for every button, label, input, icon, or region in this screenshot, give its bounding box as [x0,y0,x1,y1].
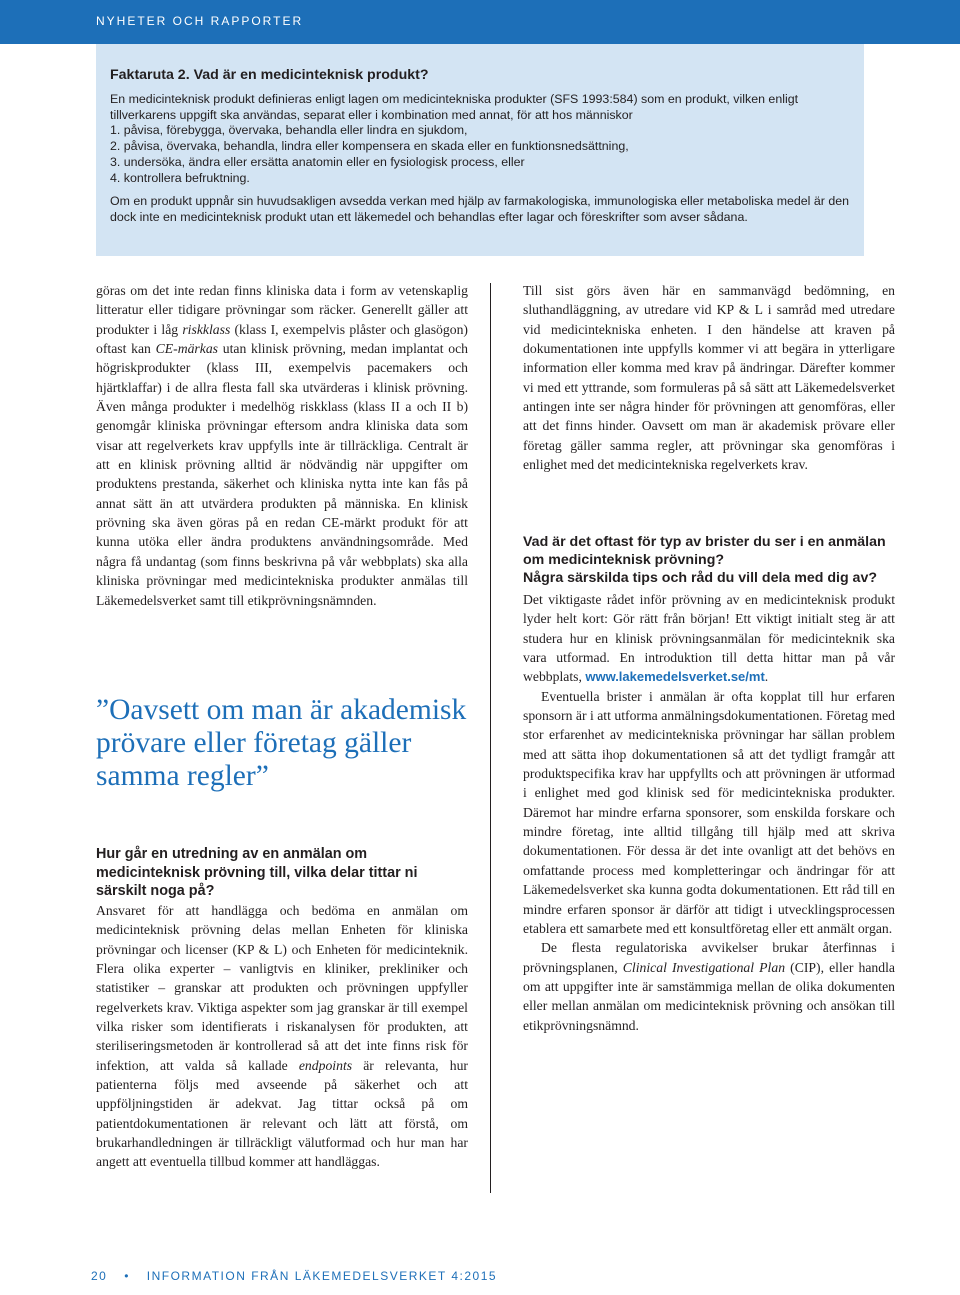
fact-box-closing: Om en produkt uppnår sin huvudsakligen avsedda verkan med hjälp av farmakologiska, immunologiska eller metaboliska medel är den dock inte en medicinteknisk produkt utan ett läkemedel och behandlas efter lagar och föreskrifter som avser sådana. [110,194,850,224]
list-item: 2. påvisa, övervaka, behandla, lindra eller kompensera en skada eller en funktionsnedsättning, [110,139,629,154]
list-item: 3. undersöka, ändra eller ersätta anatomin eller en fysiologisk process, eller [110,154,525,169]
page-footer [91,1269,591,1283]
question-line: Några särskilda tips och råd du vill dela med dig av? [523,570,878,586]
emphasis: endpoints [298,1057,353,1073]
paragraph: Det viktigaste rådet inför prövning av en medicinteknisk produkt lyder helt kort: Gör rätt från början! Ett viktigt initialt steg är att studera hur en klinisk prövningsanmälan för medicinteknik ska vara utformad. En introduktion till detta hittar man på vår webbplats, www.lakemedelsverket.se/mt. [523,592,895,685]
page-number: 20 [91,1269,108,1283]
list-item: 4. kontrollera befruktning. [110,170,250,185]
bullet-separator: • [124,1269,130,1283]
publication-name: INFORMATION FRÅN LÄKEMEDELSVERKET 4:2015 [146,1269,498,1283]
fact-box-title: Faktaruta 2. Vad är en medicinteknisk produkt? [110,67,429,83]
answer-paragraphs [523,590,895,1035]
interview-question: Hur går en utredning av en anmälan om medicinteknisk prövning till, vilka delar tittar ni särskilt noga på? [96,846,418,899]
list-item: 1. påvisa, förebygga, övervaka, behandla eller lindra en sjukdom, [110,123,468,138]
answer-paragraph [96,901,468,1172]
fact-box-intro: En medicinteknisk produkt definieras enligt lagen om medicintekniska produkter (SFS 1993:584) som en produkt, vilken enligt tillverkarens uppgift ska användas, separat eller i kombination med annat, för att hos människor [110,92,799,122]
paragraph: göras om det inte redan finns kliniska data i form av vetenskaplig litteratur eller tidigare prövningar som räcker. Generellt gäller att produkter i låg riskklass (klass I, exempelvis plåster och glasögon) oftast kan CE-märkas utan klinisk prövning, medan implantat och högriskprodukter (klass III, exempelvis pacemakers och hjärtklaffar) i de allra flesta fall ska utvärderas i klinisk prövning. Även många produkter i medelhög riskklass (klass II a och II b) genomgår kliniska prövningar eftersom andra kliniska data som visar att regelverkets krav uppfylls inte är tillräckliga. Centralt är att en klinisk prövning alltid är nödvändig när uppgifter om produktens prestanda, säkerhet och kliniska nytta inte kan fås på annat sätt än att utvärdera produkten på människa. En klinisk prövning ska även göras på en redan CE-märkt produkt för att kunna utöka eller ändra produktens användningsområde. Med några få undantag (som finns beskrivna på vår webbplats) ska alla kliniska prövningar med medicintekniska produkter anmälas till Läkemedelsverket samt till etikprövningsnämnden. [96,283,468,608]
emphasis: CE-märkas [155,341,218,357]
fact-box [96,44,864,256]
section-label: NYHETER OCH RAPPORTER [96,14,304,28]
emphasis: Clinical Investigational Plan [622,959,786,975]
paragraph: Ansvaret för att handlägga och bedöma en anmälan om medicinteknisk prövning delas mellan Enheten för kliniska prövningar och licenser (KP & L) och Enheten för medicinteknik. Flera olika experter – vanligtvis en kliniker, prekliniker och statistiker – granskar att produkten och prövningen uppfyller regelverkets krav. Viktiga aspekter som jag granskar är till exempel vilka risker som identifierats i riskanalysen för produkten, att steriliseringsmetoden är kontrollerad så att det inte finns risk för infektion, att valda så kallade endpoints är relevanta, hur patienterna följs med avseende på säkerhet och att uppföljningstiden är adekvat. Jag tittar också på om patientdokumentationen är relevant och lätt att förstå, om brukarhandledningen är tillräckligt välutformad och hur man har angett att eventuella tillbud kommer att handläggas. [96,903,468,1170]
website-link[interactable]: www.lakemedelsverket.se/mt [585,669,765,685]
question-line: Vad är det oftast för typ av brister du ser i en anmälan om medicinteknisk prövning? [523,534,886,568]
paragraph: De flesta regulatoriska avvikelser brukar återfinnas i prövningsplanen, Clinical Investigational Plan (CIP), eller handla om att uppgifter inte är samstämmiga mellan de olika dokumenten eller mellan anmälan om medicinteknisk prövning och ansökan till etikprövningsnämnd. [523,940,895,1033]
paragraph: Till sist görs även här en sammanvägd bedömning, en sluthandläggning, av utredare vid KP & L i samråd med utredare vid medicintekniska enheten. I den händelse att kraven på dokumentationen inte uppfylls kommer vi att begära in ytterligare information eller komma med krav på ändringar. Därefter kommer vi med ett yttrande, som formuleras på så sätt att Läkemedelsverket antingen inte ser några hinder för prövningen att genomföras, eller att det finns hinder. Oavsett om man är akademisk prövare eller företag gäller samma regler, att prövningar ska genomföras i enlighet med det medicintekniska regelverkets krav. [523,283,895,473]
pull-quote: ”Oavsett om man är akademisk prövare eller företag gäller samma regler” [96,694,467,792]
column-divider [490,283,491,1193]
interview-question [523,533,895,587]
section-header-bar [0,0,960,44]
right-column-text [523,281,895,474]
fact-box-list [110,123,858,186]
paragraph: Eventuella brister i anmälan är ofta kopplat till hur erfaren sponsorn är i att utforma anmälningsdokumentationen. Företag med stor erfarenhet av medicintekniska prövningar har sällan problem med att sätta ihop dokumentationen så att det tydligt framgår att produktspecifika krav har uppfyllts och att prövningen är utformad i enlighet med god klinisk sed för medicintekniska produkter. Däremot har mindre erfarna sponsorer, som enskilda forskare och mindre företag, inte alltid tillgång till hjälp med att skriva dokumentationen. För dessa är det inte ovanligt att det behövs en omfattande process med kompletteringar och ändringar för att Läkemedelsverket ska kunna godta dokumentationen. Ett råd till en mindre erfaren sponsor är därför att tidigt i utvecklingsprocessen etablera ett samarbete med ett konsultföretag eller ett anmält organ. [523,688,895,936]
left-column-text [96,281,468,610]
emphasis: riskklass [182,321,231,337]
